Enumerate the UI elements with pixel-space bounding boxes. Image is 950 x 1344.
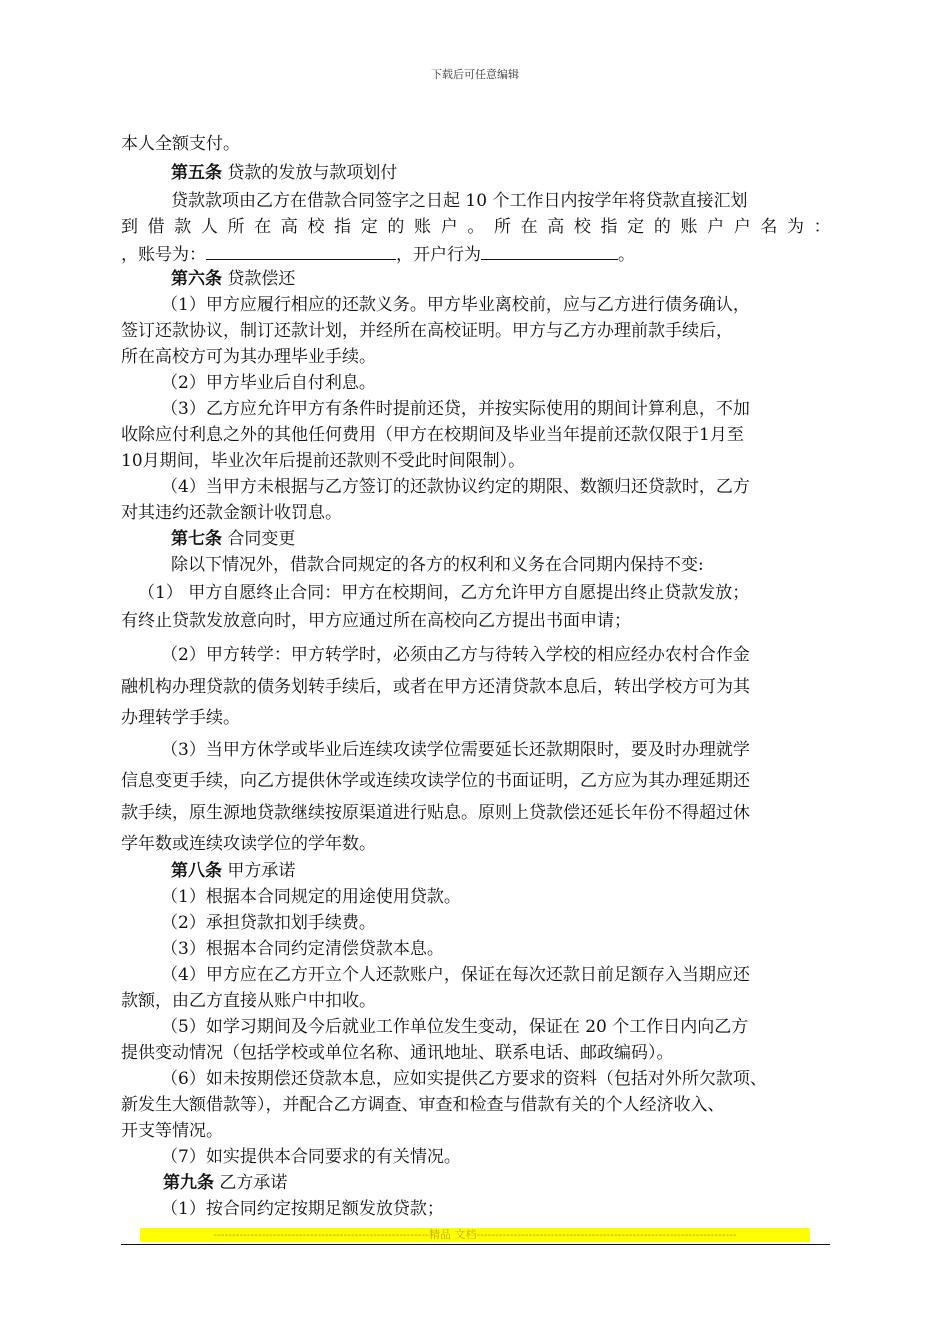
justified-char: 借 [147,217,165,237]
footer-banner: ----------------------------------------------------------精品 文档---------------------------------------------------------------------- [140,1228,810,1242]
paragraph-line: 除以下情况外，借款合同规定的各方的权利和义务在合同期内保持不变: [171,555,704,575]
article-number: 第八条 [171,861,222,881]
justified-char: 所 [227,217,245,237]
article-number: 第五条 [171,163,222,183]
paragraph-line: （7）如实提供本合同要求的有关情况。 [161,1147,461,1167]
paragraph-line: 融机构办理贷款的债务划转手续后，或者在甲方还清贷款本息后，转出学校方可为其 [121,677,750,697]
article-8-heading [171,859,295,883]
paragraph-line: 款额，由乙方直接从账户中扣收。 [121,991,376,1011]
justified-char: 定 [360,217,378,237]
paragraph-line: （2）甲方转学：甲方转学时，必须由乙方与待转入学校的相应经办农村合作金 [161,645,750,665]
paragraph-line: 学年数或连续攻读学位的学年数。 [121,834,376,854]
article-7-heading [171,527,295,551]
paragraph-line: 开支等情况。 [121,1121,223,1141]
article-title: 甲方承诺 [227,861,296,881]
article-number: 第七条 [171,529,222,549]
justified-char: 户 [440,217,458,237]
justified-char: 账 [414,217,432,237]
paragraph-line: （4）当甲方未根据与乙方签订的还款协议约定的期限、数额归还贷款时，乙方 [161,477,750,497]
paragraph-line: 本人全额支付。 [121,134,240,154]
justified-char: 在 [520,217,538,237]
justified-char: 账 [680,217,698,237]
article-title: 合同变更 [227,529,296,549]
justified-char: 。 [467,217,485,237]
justified-char: 校 [573,217,591,237]
bank-label: ，开户行为 [396,245,481,265]
paragraph-line: 收除应付利息之外的其他任何费用（甲方在校期间及毕业当年提前还款仅限于1月至 [121,425,744,445]
paragraph-line: （3）根据本合同约定清偿贷款本息。 [161,939,444,959]
justified-char: ： [813,217,831,237]
article-title: 贷款偿还 [227,269,296,289]
paragraph-line: （2）甲方毕业后自付利息。 [161,373,376,393]
paragraph-line: 对其违约还款金额计收罚息。 [121,503,342,523]
justified-char: 名 [760,217,778,237]
paragraph-line: （1）按合同约定按期足额发放贷款； [161,1199,444,1219]
paragraph-line: 款手续，原生源地贷款继续按原渠道进行贴息。原则上贷款偿还延长年份不得超过休 [121,803,750,823]
paragraph-line: 有终止贷款发放意向时，甲方应通过所在高校向乙方提出书面申请； [121,611,631,631]
article-number: 第六条 [171,269,222,289]
article-6-heading [171,267,295,291]
paragraph-line: 新发生大额借款等），并配合乙方调查、审查和检查与借款有关的个人经济收入、 [121,1095,725,1115]
article-number: 第九条 [163,1173,214,1193]
paragraph-line: 签订还款协议，制订还款计划，并经所在高校证明。甲方与乙方办理前款手续后， [121,321,733,341]
paragraph-line: （1）根据本合同规定的用途使用贷款。 [161,887,461,907]
paragraph-line: 10月期间，毕业次年后提前还款则不受此时间限制）。 [121,451,526,471]
account-line [121,241,635,267]
paragraph-line: 办理转学手续。 [121,708,240,728]
paragraph-line: 信息变更手续，向乙方提供休学或连续攻读学位的书面证明，乙方应为其办理延期还 [121,771,750,791]
justified-line [121,215,831,239]
justified-char: 为 [787,217,805,237]
article-9-heading [163,1171,287,1195]
footer-divider [121,1244,830,1245]
paragraph-line: 提供变动情况（包括学校或单位名称、通讯地址、联系电话、邮政编码）。 [121,1043,674,1063]
paragraph-line: （4）甲方应在乙方开立个人还款账户，保证在每次还款日前足额存入当期应还 [161,965,750,985]
paragraph-line: （3）当甲方休学或毕业后连续攻读学位需要延长还款期限时，要及时办理就学 [161,740,750,760]
article-title: 贷款的发放与款项划付 [227,163,398,183]
justified-char: 校 [307,217,325,237]
justified-char: 在 [254,217,272,237]
paragraph-line: （1）甲方应履行相应的还款义务。甲方毕业离校前，应与乙方进行债务确认， [161,295,750,315]
justified-char: 高 [547,217,565,237]
justified-char: 高 [280,217,298,237]
period: 。 [618,245,635,265]
paragraph-line: 贷款款项由乙方在借款合同签字之日起 10 个工作日内按学年将贷款直接汇划 [171,191,748,211]
justified-char: 指 [334,217,352,237]
justified-char: 指 [600,217,618,237]
justified-char: 所 [493,217,511,237]
justified-char: 的 [653,217,671,237]
account-number-label: ，账号为： [121,245,206,265]
article-5-heading [171,161,397,185]
bank-blank[interactable] [481,241,618,260]
paragraph-line: （1） 甲方自愿终止合同：甲方在校期间，乙方允许甲方自愿提出终止贷款发放； [138,583,750,603]
justified-char: 款 [174,217,192,237]
account-number-blank[interactable] [206,241,396,260]
justified-char: 户 [733,217,751,237]
paragraph-line: （5）如学习期间及今后就业工作单位发生变动，保证在 20 个工作日内向乙方 [161,1017,749,1037]
paragraph-line: （2）承担贷款扣划手续费。 [161,913,376,933]
justified-char: 的 [387,217,405,237]
justified-char: 人 [200,217,218,237]
article-title: 乙方承诺 [219,1173,288,1193]
paragraph-line: 所在高校方可为其办理毕业手续。 [121,347,376,367]
justified-char: 户 [707,217,725,237]
justified-char: 定 [627,217,645,237]
paragraph-line: （3）乙方应允许甲方有条件时提前还贷，并按实际使用的期间计算利息，不加 [161,399,750,419]
paragraph-line: （6）如未按期偿还贷款本息，应如实提供乙方要求的资料（包括对外所欠款项、 [161,1069,767,1089]
page-header: 下载后可任意编辑 [431,68,519,81]
justified-char: 到 [121,217,138,237]
